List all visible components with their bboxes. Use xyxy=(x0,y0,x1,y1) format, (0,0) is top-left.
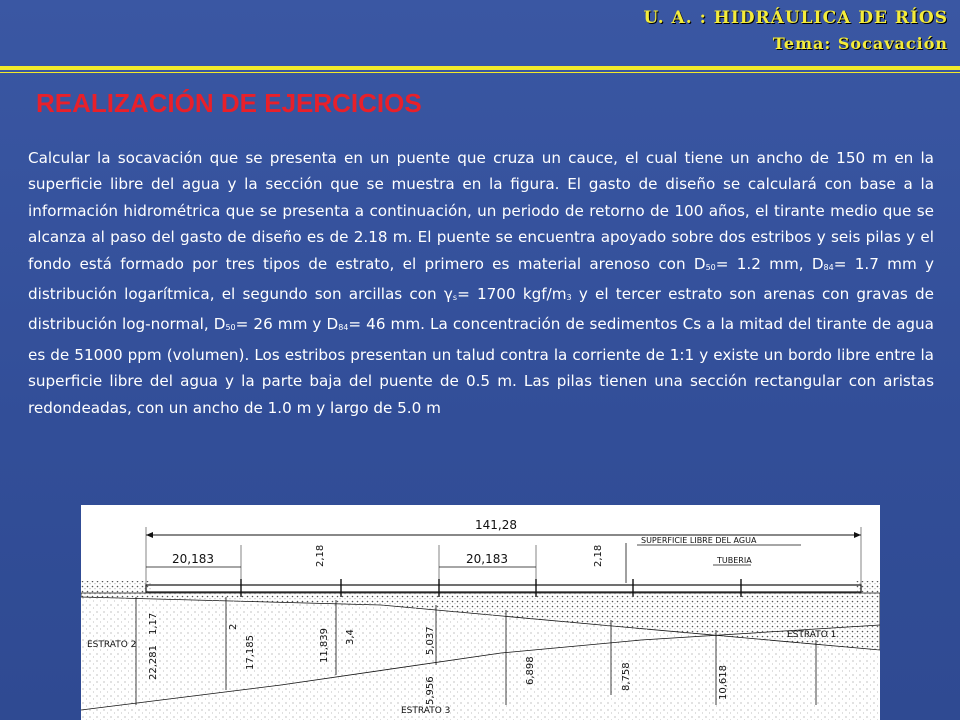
stratum-3-label: ESTRATO 3 xyxy=(401,706,451,716)
water-surface-label: SUPERFICIE LIBRE DEL AGUA xyxy=(641,536,757,545)
problem-text-6: = 26 mm y D xyxy=(235,315,339,334)
total-width-label: 141,28 xyxy=(475,518,517,532)
clearance-left-label: 2,18 xyxy=(315,544,326,567)
problem-text-1: Calcular la socavación que se presenta en un puente que cruza un cauce, el cual tiene un ancho de 150 m en la superficie libre del agua y la sección que se muestra en la figura. El gasto de diseño se calculará con base a la información hidrométrica que se presenta a continuación, un periodo de retorno de 100 años, el tirante medio que se alcanza al paso del gasto de diseño es de 2.18 m. El puente se encuentra apoyado sobre dos estribos y seis pilas y el fondo está formado por tres tipos de estrato, el primero es material arenoso con D xyxy=(28,149,934,273)
cubic-subscript: 3 xyxy=(566,293,572,303)
pipe-label: TUBERIA xyxy=(717,556,752,565)
depth-label-117: 1,17 xyxy=(148,612,159,635)
section-heading: REALIZACIÓN DE EJERCICIOS xyxy=(36,88,422,118)
cross-section-drawing xyxy=(81,505,880,720)
d50-subscript: 50 xyxy=(705,262,716,272)
problem-text-3: = 1.7 mm y distribución logarítmica, el segundo son arcillas con xyxy=(28,254,934,304)
depth-label-34: 3,4 xyxy=(345,629,356,645)
depth-label-11839: 11,839 xyxy=(319,628,330,663)
gamma-subscript: s xyxy=(452,293,458,303)
depth-label-6898: 6,898 xyxy=(525,656,536,685)
clearance-right-label: 2,18 xyxy=(593,544,604,567)
depth-label-5956: 5,956 xyxy=(425,676,436,705)
header-rule xyxy=(0,66,960,70)
depth-label-10618: 10,618 xyxy=(718,665,729,700)
span-left-label: 20,183 xyxy=(172,552,214,566)
cross-section-figure xyxy=(81,505,880,720)
stratum-2-label: ESTRATO 2 xyxy=(87,640,137,650)
topic-title: Tema: Socavación xyxy=(772,34,948,53)
problem-text-2: = 1.2 mm, D xyxy=(715,254,824,273)
span-right-label: 20,183 xyxy=(466,552,508,566)
problem-text-5: y el tercer estrato son arenas con gravas de distribución log-normal, D xyxy=(28,285,934,334)
problem-text-4: = 1700 kgf/m xyxy=(457,285,567,304)
depth-label-2: 2 xyxy=(228,623,239,630)
stratum-1-label: ESTRATO 1 xyxy=(787,630,837,640)
gamma-symbol: γ xyxy=(443,285,453,304)
problem-text-7: = 46 mm. La concentración de sedimentos Cs a la mitad del tirante de agua es de 51000 ppm (volumen). Los estribos presentan un talud contra la corriente de 1:1 y existe un bordo libre entre la superficie libre del agua y la parte baja del puente de 0.5 m. Las pilas tienen una sección rectangular con aristas redondeadas, con un ancho de 1.0 m y largo de 5.0 m xyxy=(28,315,934,417)
d84b-subscript: 84 xyxy=(338,323,349,333)
d50b-subscript: 50 xyxy=(225,323,236,333)
depth-label-8758: 8,758 xyxy=(621,662,632,691)
problem-statement xyxy=(28,145,934,421)
d84-subscript: 84 xyxy=(823,262,834,272)
depth-label-5037: 5,037 xyxy=(425,626,436,655)
depth-label-22281: 22,281 xyxy=(148,645,159,680)
header-rule-thin xyxy=(0,72,960,73)
course-title: U. A. : HIDRÁULICA DE RÍOS xyxy=(643,8,948,28)
depth-label-17185: 17,185 xyxy=(245,635,256,670)
